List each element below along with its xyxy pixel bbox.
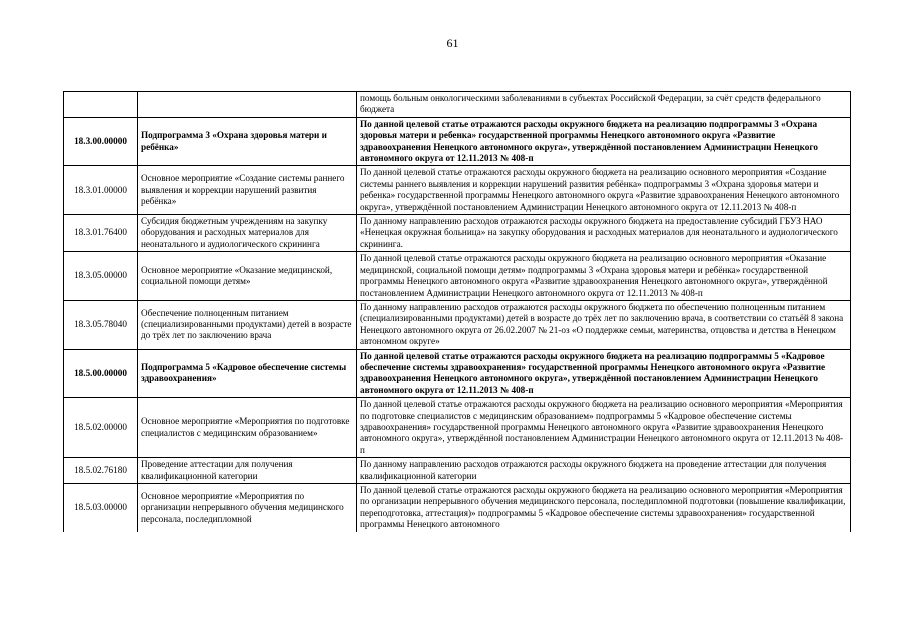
code-cell: 18.5.03.00000	[64, 484, 138, 532]
description-cell: По данному направлению расходов отражаются расходы окружного бюджета на предоставление субсидий ГБУЗ НАО «Ненецкая окружная больница» на закупку оборудования и расходных материалов для неонатального и аудиологического скрининга.	[357, 215, 851, 252]
name-cell: Подпрограмма 5 «Кадровое обеспечение системы здравоохранения»	[138, 349, 357, 398]
table-row	[64, 458, 851, 484]
name-cell: Основное мероприятие «Мероприятия по подготовке специалистов с медицинским образованием»	[138, 398, 357, 458]
table-row	[64, 398, 851, 458]
code-cell: 18.3.00.00000	[64, 117, 138, 166]
name-cell: Обеспечение полноценным питанием (специализированными продуктами) детей в возрасте до трёх лет по заключению врача	[138, 300, 357, 349]
name-cell: Подпрограмма 3 «Охрана здоровья матери и ребёнка»	[138, 117, 357, 166]
code-cell: 18.3.01.76400	[64, 215, 138, 252]
description-cell: По данной целевой статье отражаются расходы окружного бюджета на реализацию основного мероприятия «Создание системы раннего выявления и коррекции нарушений развития ребёнка» подпрограммы 3 «Охрана здоровья матери и ребенка» государственной программы Ненецкого автономного округа «Развитие здравоохранения Ненецкого автономного округа», утверждённой постановлением Администрации Ненецкого автономного округа от 12.11.2013 № 408-п	[357, 166, 851, 215]
name-cell: Основное мероприятие «Оказание медицинской, социальной помощи детям»	[138, 252, 357, 301]
name-cell: Субсидия бюджетным учреждениям на закупку оборудования и расходных материалов для неонатального и аудиологического скрининга	[138, 215, 357, 252]
table-row	[64, 117, 851, 166]
table-row	[64, 349, 851, 398]
description-cell: По данному направлению расходов отражаются расходы окружного бюджета на проведение аттестации для получения квалификационной категории	[357, 458, 851, 484]
description-cell: По данной целевой статье отражаются расходы окружного бюджета на реализацию основного мероприятия «Мероприятия по подготовке специалистов с медицинским образованием» подпрограммы 5 «Кадровое обеспечение системы здравоохранения» государственной программы Ненецкого автономного округа «Развитие здравоохранения Ненецкого автономного округа», утверждённой постановлением Администрации Ненецкого автономного округа от 12.11.2013 № 408-п	[357, 398, 851, 458]
table-row	[64, 484, 851, 532]
code-cell: 18.3.05.00000	[64, 252, 138, 301]
description-cell: помощь больным онкологическими заболеваниями в субъектах Российской Федерации, за счёт средств федерального бюджета	[357, 92, 851, 118]
budget-classification-table	[63, 91, 851, 532]
description-cell: По данной целевой статье отражаются расходы окружного бюджета на реализацию основного мероприятия «Мероприятия по организации непрерывного обучения медицинского персонала, последипломной подготовки (повышение квалификации, переподготовка, аттестация)» подпрограммы 5 «Кадровое обеспечение системы здравоохранения» государственной программы Ненецкого автономного	[357, 484, 851, 532]
table-row	[64, 300, 851, 349]
code-cell: 18.5.02.76180	[64, 458, 138, 484]
page-number: 61	[446, 36, 459, 50]
table-row	[64, 166, 851, 215]
description-cell: По данному направлению расходов отражаются расходы окружного бюджета по обеспечению полноценным питанием (специализированными продуктами) детей в возрасте до трёх лет по заключению врача, в соответствии со статьёй 8 закона Ненецкого автономного округа от 26.02.2007 № 21-оз «О поддержке семьи, материнства, отцовства и детства в Ненецком автономном округе»	[357, 300, 851, 349]
description-cell: По данной целевой статье отражаются расходы окружного бюджета на реализацию подпрограммы 3 «Охрана здоровья матери и ребенка» государственной программы Ненецкого автономного округа «Развитие здравоохранения Ненецкого автономного округа», утверждённой постановлением Администрации Ненецкого автономного округа от 12.11.2013 № 408-п	[357, 117, 851, 166]
table-row	[64, 215, 851, 252]
table-row	[64, 252, 851, 301]
name-cell	[138, 92, 357, 118]
code-cell: 18.5.02.00000	[64, 398, 138, 458]
code-cell: 18.3.01.00000	[64, 166, 138, 215]
name-cell: Основное мероприятие «Создание системы раннего выявления и коррекции нарушений развития ребёнка»	[138, 166, 357, 215]
code-cell	[64, 92, 138, 118]
description-cell: По данной целевой статье отражаются расходы окружного бюджета на реализацию основного мероприятия «Оказание медицинской, социальной помощи детям» подпрограммы 3 «Охрана здоровья матери и ребёнка» государственной программы Ненецкого автономного округа «Развитие здравоохранения Ненецкого автономного округа», утверждённой постановлением Администрации Ненецкого автономного округа от 12.11.2013 № 408-п	[357, 252, 851, 301]
name-cell: Основное мероприятие «Мероприятия по организации непрерывного обучения медицинского персонала, последипломной	[138, 484, 357, 532]
table-row	[64, 92, 851, 118]
code-cell: 18.5.00.00000	[64, 349, 138, 398]
code-cell: 18.3.05.78040	[64, 300, 138, 349]
name-cell: Проведение аттестации для получения квалификационной категории	[138, 458, 357, 484]
description-cell: По данной целевой статье отражаются расходы окружного бюджета на реализацию подпрограммы 5 «Кадровое обеспечение системы здравоохранения» государственной программы Ненецкого автономного округа «Развитие здравоохранения Ненецкого автономного округа», утверждённой постановлением Администрации Ненецкого автономного округа от 12.11.2013 № 408-п	[357, 349, 851, 398]
